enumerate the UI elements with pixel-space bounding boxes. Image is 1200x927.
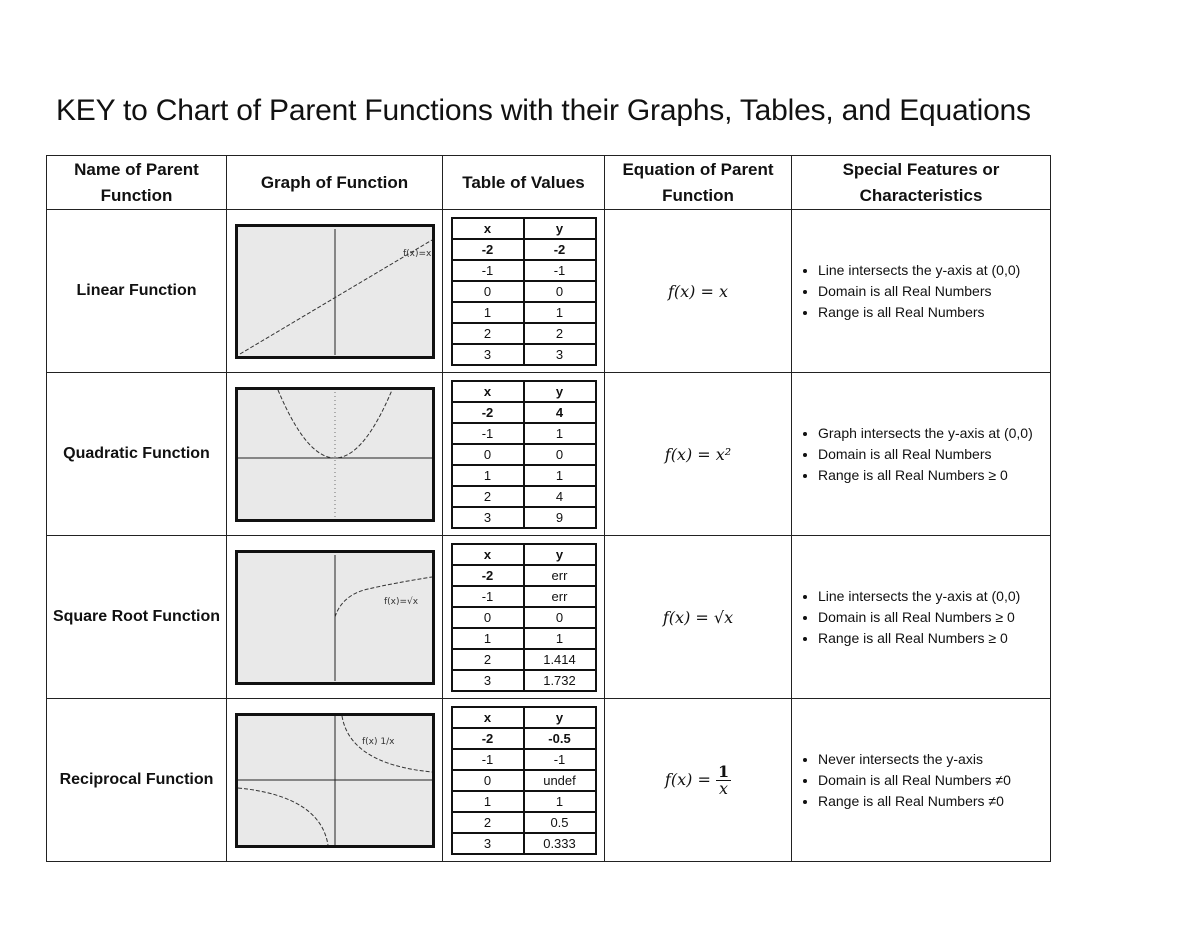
features-cell <box>792 699 1051 862</box>
parent-functions-table <box>46 155 1051 862</box>
y-value: 0.333 <box>524 833 596 854</box>
function-row-reciprocal <box>47 699 1051 862</box>
y-value: 9 <box>524 507 596 528</box>
function-row-quadratic <box>47 373 1051 536</box>
values-cell <box>443 536 605 699</box>
y-value: 1 <box>524 628 596 649</box>
feature-item: • Range is all Real Numbers ≥ 0 <box>818 465 1050 486</box>
square-root-graph-plot <box>238 553 432 682</box>
x-value: 2 <box>452 323 524 344</box>
values-cell <box>443 210 605 373</box>
y-header: y <box>524 218 596 239</box>
x-value: -2 <box>452 728 524 749</box>
x-value: 1 <box>452 302 524 323</box>
y-value: 0.5 <box>524 812 596 833</box>
x-value: -1 <box>452 749 524 770</box>
features-list <box>792 260 1050 323</box>
features-cell <box>792 536 1051 699</box>
graph-cell <box>227 373 443 536</box>
page-title: KEY to Chart of Parent Functions with their Graphs, Tables, and Equations <box>56 94 1031 127</box>
features-list <box>792 586 1050 649</box>
x-value: 0 <box>452 444 524 465</box>
x-value: -2 <box>452 402 524 423</box>
features-cell <box>792 373 1051 536</box>
reciprocal-graph <box>235 713 435 848</box>
y-value: 4 <box>524 486 596 507</box>
x-value: 0 <box>452 281 524 302</box>
reciprocal-curve-left <box>238 788 328 845</box>
y-value: 1 <box>524 465 596 486</box>
y-value: 0 <box>524 607 596 628</box>
equation-lhs: f(x) = <box>664 769 711 789</box>
function-name: Reciprocal Function <box>47 699 227 862</box>
values-cell <box>443 699 605 862</box>
y-value: 1 <box>524 791 596 812</box>
function-row-square-root <box>47 536 1051 699</box>
function-name: Square Root Function <box>47 536 227 699</box>
y-value: 1 <box>524 423 596 444</box>
graph-cell <box>227 536 443 699</box>
feature-item: • Graph intersects the y-axis at (0,0) <box>818 423 1050 444</box>
values-table <box>451 217 597 366</box>
x-header: x <box>452 218 524 239</box>
graph-label: f(x) 1/x <box>361 736 394 747</box>
features-cell <box>792 210 1051 373</box>
feature-item: • Range is all Real Numbers <box>818 302 1050 323</box>
x-value: 2 <box>452 649 524 670</box>
x-value: 2 <box>452 486 524 507</box>
feature-item: • Never intersects the y-axis <box>818 749 1050 770</box>
equation <box>605 699 792 862</box>
header-name: Name of Parent Function <box>47 156 227 210</box>
values-table <box>451 543 597 692</box>
x-value: 3 <box>452 833 524 854</box>
header-graph: Graph of Function <box>227 156 443 210</box>
x-value: -1 <box>452 423 524 444</box>
values-cell <box>443 373 605 536</box>
x-value: 3 <box>452 670 524 691</box>
x-value: 0 <box>452 770 524 791</box>
y-value: 0 <box>524 281 596 302</box>
header-table: Table of Values <box>443 156 605 210</box>
features-list <box>792 423 1050 486</box>
graph-cell <box>227 699 443 862</box>
square-root-graph <box>235 550 435 685</box>
values-table <box>451 380 597 529</box>
x-value: -1 <box>452 260 524 281</box>
feature-item: • Domain is all Real Numbers ≥ 0 <box>818 607 1050 628</box>
header-row <box>47 156 1051 210</box>
x-header: x <box>452 707 524 728</box>
y-value: 1.414 <box>524 649 596 670</box>
fraction-denominator: x <box>718 778 729 798</box>
y-value: -1 <box>524 749 596 770</box>
y-value: -0.5 <box>524 728 596 749</box>
reciprocal-graph-plot <box>238 716 432 845</box>
linear-graph <box>235 224 435 359</box>
x-value: 1 <box>452 791 524 812</box>
y-value: 4 <box>524 402 596 423</box>
feature-item: • Line intersects the y-axis at (0,0) <box>818 260 1050 281</box>
function-name: Linear Function <box>47 210 227 373</box>
y-header: y <box>524 707 596 728</box>
values-table <box>451 706 597 855</box>
x-header: x <box>452 544 524 565</box>
y-value: undef <box>524 770 596 791</box>
fraction-numerator: 1 <box>717 761 730 781</box>
function-name: Quadratic Function <box>47 373 227 536</box>
quadratic-graph <box>235 387 435 522</box>
feature-item: • Domain is all Real Numbers <box>818 444 1050 465</box>
y-header: y <box>524 544 596 565</box>
linear-graph-plot <box>238 227 432 356</box>
features-list <box>792 749 1050 812</box>
x-value: 1 <box>452 465 524 486</box>
x-value: 3 <box>452 507 524 528</box>
x-value: 2 <box>452 812 524 833</box>
header-equation: Equation of Parent Function <box>605 156 792 210</box>
y-value: 3 <box>524 344 596 365</box>
y-value: -1 <box>524 260 596 281</box>
quadratic-graph-plot <box>238 390 432 519</box>
graph-label: f(x)=√x <box>383 596 418 607</box>
feature-item: • Domain is all Real Numbers <box>818 281 1050 302</box>
y-value: 2 <box>524 323 596 344</box>
x-header: x <box>452 381 524 402</box>
equation: f(x) = x <box>605 210 792 373</box>
graph-label: f(x)=x <box>402 248 431 259</box>
function-row-linear <box>47 210 1051 373</box>
y-value: 1.732 <box>524 670 596 691</box>
x-value: 3 <box>452 344 524 365</box>
y-value: err <box>524 565 596 586</box>
graph-cell <box>227 210 443 373</box>
x-value: 1 <box>452 628 524 649</box>
feature-item: • Range is all Real Numbers ≥ 0 <box>818 628 1050 649</box>
equation-fraction <box>716 761 731 798</box>
feature-item: • Range is all Real Numbers ≠0 <box>818 791 1050 812</box>
x-value: -2 <box>452 239 524 260</box>
feature-item: • Line intersects the y-axis at (0,0) <box>818 586 1050 607</box>
y-value: -2 <box>524 239 596 260</box>
x-value: 0 <box>452 607 524 628</box>
y-header: y <box>524 381 596 402</box>
y-value: 1 <box>524 302 596 323</box>
y-value: err <box>524 586 596 607</box>
header-features: Special Features or Characteristics <box>792 156 1051 210</box>
equation: f(x) = x² <box>605 373 792 536</box>
y-value: 0 <box>524 444 596 465</box>
feature-item: • Domain is all Real Numbers ≠0 <box>818 770 1050 791</box>
x-value: -1 <box>452 586 524 607</box>
x-value: -2 <box>452 565 524 586</box>
equation: f(x) = √x <box>605 536 792 699</box>
